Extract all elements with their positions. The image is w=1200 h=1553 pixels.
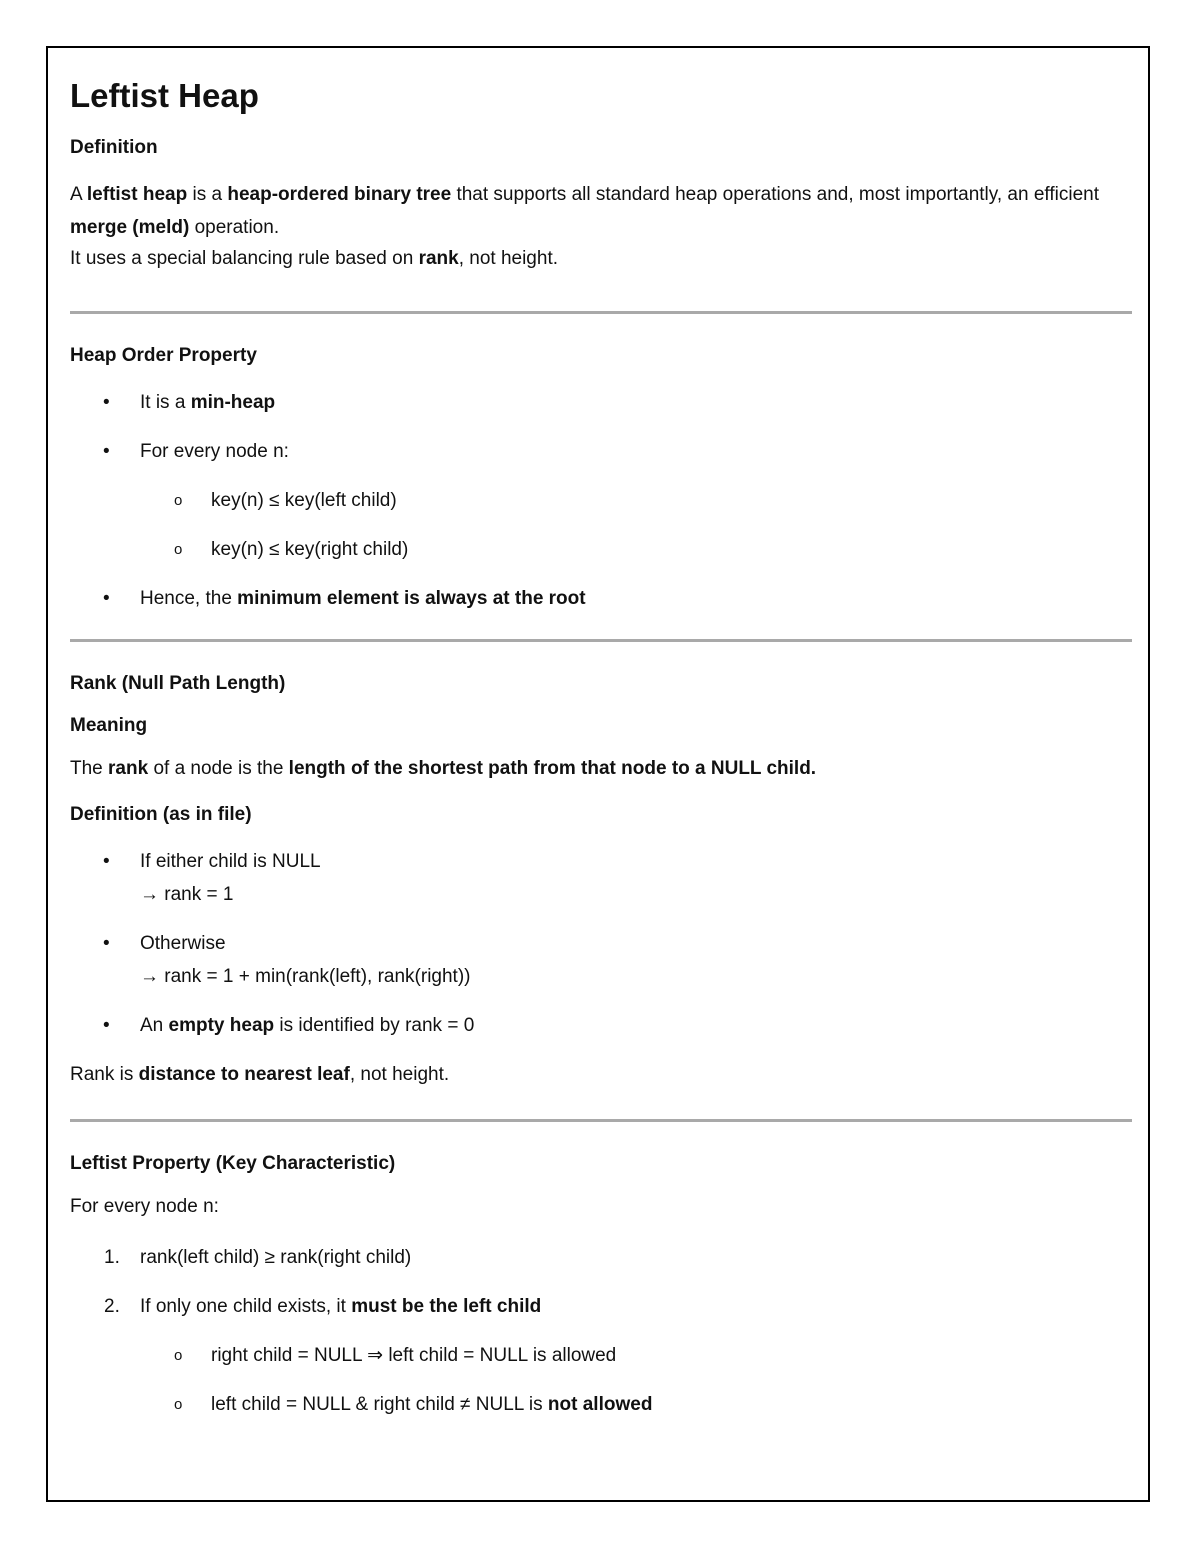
document-body xyxy=(70,76,1132,1437)
definition-heading: Definition xyxy=(70,137,158,158)
section-divider xyxy=(70,1119,1132,1122)
circle-marker: o xyxy=(174,492,183,509)
definition-paragraph: A leftist heap is a heap-ordered binary tree that supports all standard heap operations and, most importantly, an efficient merge (meld) operation. xyxy=(70,184,1099,238)
list-item: • An empty heap is identified by rank = 0 xyxy=(70,1009,1132,1042)
circle-marker: o xyxy=(174,1347,183,1364)
heap-order-heading: Heap Order Property xyxy=(70,345,257,366)
rank-meaning-paragraph: The rank of a node is the length of the shortest path from that node to a NULL child. xyxy=(70,758,817,779)
circle-marker: o xyxy=(174,1396,183,1413)
sub-list-item: o left child = NULL & right child ≠ NULL is not allowed xyxy=(70,1388,1132,1421)
bullet-marker: • xyxy=(103,588,110,609)
sub-list-item: o right child = NULL ⇒ left child = NULL is allowed xyxy=(70,1339,1132,1372)
list-item: • Hence, the minimum element is always at the root xyxy=(70,582,1132,615)
bullet-marker: • xyxy=(103,1015,110,1036)
bullet-marker: • xyxy=(103,851,110,872)
list-item: • If either child is NULL → rank = 1 xyxy=(70,845,1132,911)
list-item: • It is a min-heap xyxy=(70,386,1132,419)
rank-definition-heading: Definition (as in file) xyxy=(70,804,252,825)
page-title: Leftist Heap xyxy=(70,77,259,114)
meaning-heading: Meaning xyxy=(70,715,148,736)
number-marker: 1. xyxy=(104,1247,120,1268)
sub-list-item: o key(n) ≤ key(right child) xyxy=(70,533,1132,566)
leftist-property-heading: Leftist Property (Key Characteristic) xyxy=(70,1153,396,1174)
section-divider xyxy=(70,311,1132,314)
list-item: • For every node n: xyxy=(70,435,1132,468)
bullet-marker: • xyxy=(103,441,110,462)
sub-list-item: o key(n) ≤ key(left child) xyxy=(70,484,1132,517)
rank-balancing-note: It uses a special balancing rule based on rank, not height. xyxy=(70,248,558,269)
rank-summary: Rank is distance to nearest leaf, not height. xyxy=(70,1064,450,1085)
numbered-item: 1. rank(left child) ≥ rank(right child) xyxy=(70,1241,1132,1274)
section-divider xyxy=(70,639,1132,642)
leftist-property-intro: For every node n: xyxy=(70,1196,219,1217)
rank-heading: Rank (Null Path Length) xyxy=(70,673,286,694)
list-item: • Otherwise → rank = 1 + min(rank(left), rank(right)) xyxy=(70,927,1132,993)
circle-marker: o xyxy=(174,541,183,558)
number-marker: 2. xyxy=(104,1296,120,1317)
bullet-marker: • xyxy=(103,933,110,954)
numbered-item: 2. If only one child exists, it must be the left child xyxy=(70,1290,1132,1323)
bullet-marker: • xyxy=(103,392,110,413)
